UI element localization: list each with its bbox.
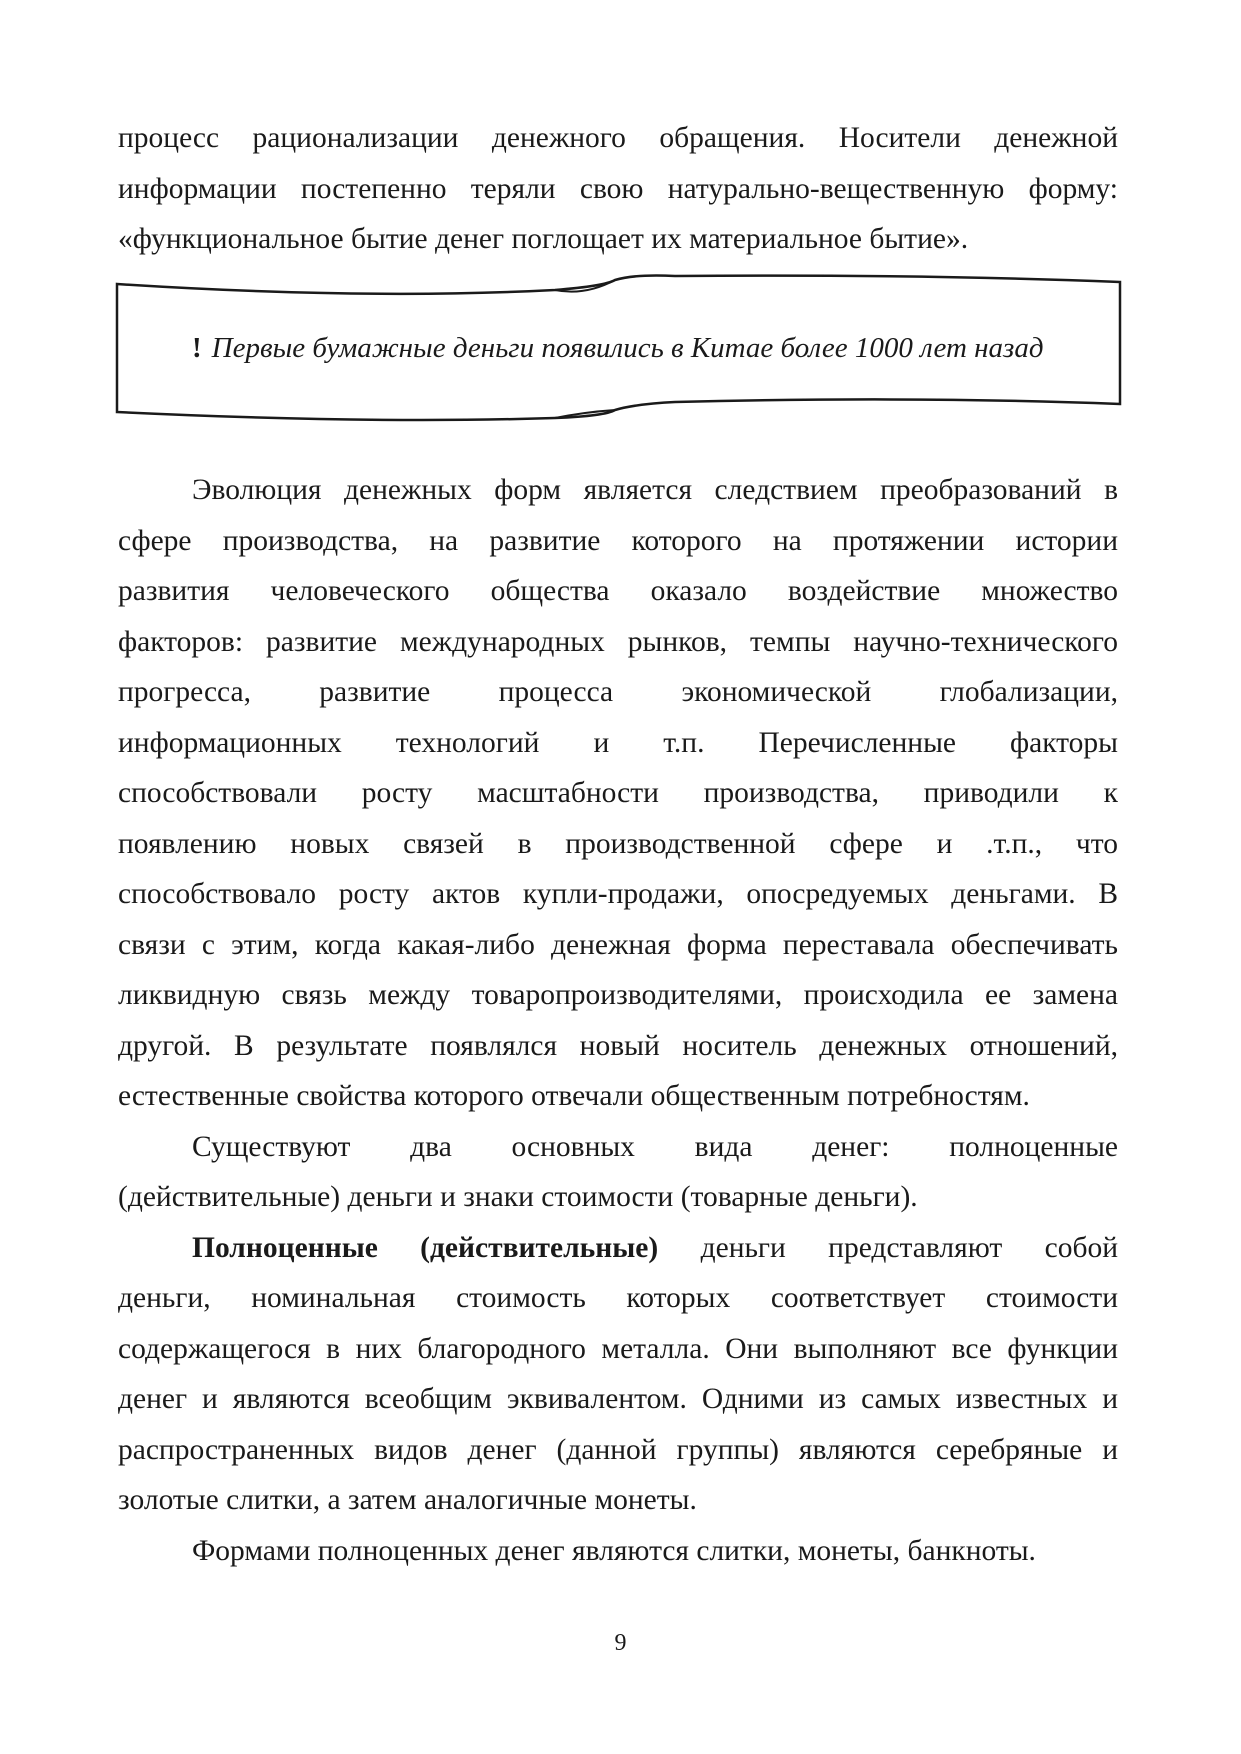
callout-sentence: Первые бумажные деньги появились в Китае более 1000 лет назад	[211, 332, 1044, 364]
text-line: другой. В результате появлялся новый носитель денежных отношений,	[118, 1029, 1118, 1062]
text-line: золотые слитки, а затем аналогичные монеты.	[118, 1484, 697, 1516]
text-line: информационных технологий и т.п. Перечисленные факторы	[118, 726, 1118, 759]
text-line: Существуют два основных вида денег: полноценные	[192, 1130, 1118, 1163]
text-line: Формами полноценных денег являются слитки, монеты, банкноты.	[192, 1534, 1036, 1567]
text-line: способствовали росту масштабности производства, приводили к	[118, 777, 1118, 809]
text-line: способствовало росту актов купли-продажи, опосредуемых деньгами. В	[118, 878, 1118, 910]
text-line: Эволюция денежных форм является следствием преобразований в	[192, 474, 1118, 506]
text-line: прогресса, развитие процесса экономической глобализации,	[118, 676, 1118, 708]
bold-term: Полноценные (действительные)	[192, 1231, 659, 1264]
text-line: распространенных видов денег (данной группы) являются серебряные и	[118, 1433, 1118, 1466]
text-line: процесс рационализации денежного обращения. Носители денежной	[118, 122, 1118, 154]
text-line: содержащегося в них благородного металла. Они выполняют все функции	[118, 1332, 1118, 1365]
text-line: связи с этим, когда какая-либо денежная форма переставала обеспечивать	[118, 928, 1118, 961]
text-line: появлению новых связей в производственной сфере и .т.п., что	[118, 827, 1118, 860]
text-line: факторов: развитие международных рынков, темпы научно-технического	[118, 625, 1118, 658]
callout-text	[192, 326, 1044, 370]
text-line: развития человеческого общества оказало воздействие множество	[118, 575, 1118, 607]
text-line: (действительные) деньги и знаки стоимости (товарные деньги).	[118, 1181, 918, 1213]
text-line: информации постепенно теряли свою натурально-вещественную форму:	[118, 172, 1118, 205]
text-line: «функциональное бытие денег поглощает их материальное бытие».	[118, 223, 969, 255]
paragraph-evolution	[118, 465, 1118, 1576]
text-fragment: деньги представляют собой	[700, 1231, 1119, 1264]
text-line: деньги, номинальная стоимость которых соответствует стоимости	[118, 1282, 1118, 1314]
text-line: денег и являются всеобщим эквивалентом. Одними из самых известных и	[118, 1383, 1118, 1415]
text-line: естественные свойства которого отвечали общественным потребностям.	[118, 1080, 1030, 1112]
text-line: сфере производства, на развитие которого на протяжении истории	[118, 524, 1118, 557]
text-line-with-bold-term	[118, 1223, 1118, 1274]
text-line: ликвидную связь между товаропроизводителями, происходила ее замена	[118, 979, 1118, 1011]
exclamation-icon: !	[192, 332, 202, 364]
paragraph-intro	[118, 113, 1118, 265]
page-number: 9	[614, 1630, 627, 1656]
